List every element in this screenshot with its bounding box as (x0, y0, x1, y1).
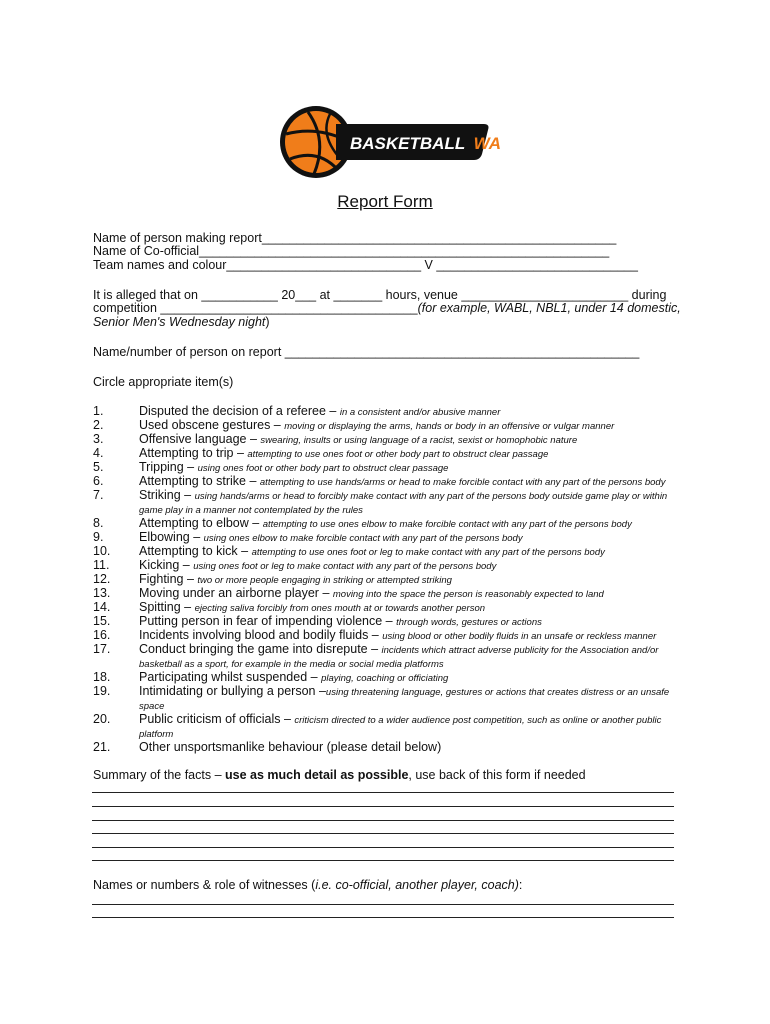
summary-line[interactable] (92, 833, 674, 834)
offence-label: Disputed the decision of a referee – (139, 404, 340, 418)
summary-line[interactable] (92, 860, 674, 861)
offence-text (139, 447, 683, 461)
offence-text (139, 573, 683, 587)
offence-number-text: 9. (93, 530, 104, 544)
alleged-line-2 (93, 301, 681, 315)
summary-label (93, 768, 586, 782)
summary-line[interactable] (92, 847, 674, 848)
offence-description: using threatening language, gestures or actions that creates distress or an unsafe space (139, 687, 670, 712)
offence-number (93, 601, 139, 615)
offence-item[interactable] (93, 629, 683, 643)
offence-number-text: 5. (93, 460, 104, 474)
offence-number-text: 1. (93, 404, 104, 418)
offence-label: Spitting – (139, 600, 195, 614)
offence-item[interactable] (93, 573, 683, 587)
offence-description: playing, coaching or officiating (321, 673, 449, 684)
offence-item[interactable] (93, 685, 683, 713)
offence-text (139, 629, 683, 643)
offence-item[interactable] (93, 405, 683, 419)
offence-description: through words, gestures or actions (396, 617, 542, 628)
offence-description: incidents which attract adverse publicity for the Association and/or basketball as a sport, for example in the media or social media platforms (139, 645, 659, 670)
offence-list (93, 405, 683, 755)
witnesses-line[interactable] (92, 904, 674, 905)
summary-line[interactable] (92, 820, 674, 821)
offence-number-text: 6. (93, 474, 104, 488)
offence-label: Public criticism of officials – (139, 712, 295, 726)
offence-label: Attempting to elbow – (139, 516, 263, 530)
offence-description: attempting to use ones elbow to make forcible contact with any part of the persons body (262, 519, 632, 530)
offence-number (93, 671, 139, 685)
offence-description: using ones elbow to make forcible contact with any part of the persons body (203, 533, 523, 544)
svg-text:BASKETBALL WA (350, 134, 501, 153)
offence-text (139, 405, 683, 419)
offence-text (139, 685, 683, 713)
offence-label: Conduct bringing the game into disrepute – (139, 642, 382, 656)
offence-number (93, 447, 139, 461)
witnesses-italic: i.e. co-official, another player, coach) (315, 878, 519, 892)
offence-item[interactable] (93, 741, 683, 755)
offence-item[interactable] (93, 475, 683, 489)
offence-number (93, 433, 139, 447)
offence-number-text: 8. (93, 516, 104, 530)
summary-prefix: Summary of the facts – (93, 768, 225, 782)
offence-number-text: 17. (93, 642, 111, 656)
offence-description: attempting to use ones foot or leg to make contact with any part of the persons body (251, 547, 605, 558)
offence-text (139, 741, 683, 755)
offence-label: Other unsportsmanlike behaviour (please detail below) (139, 740, 442, 754)
paren-close: ) (265, 315, 270, 329)
competition-example-cont: Senior Men's Wednesday night (93, 315, 266, 329)
offence-number (93, 643, 139, 671)
offence-label: Participating whilst suspended – (139, 670, 322, 684)
offence-number-text: 20. (93, 712, 111, 726)
offence-text (139, 517, 683, 531)
offence-description: using ones foot or leg to make contact with any part of the persons body (193, 561, 497, 572)
offence-number-text: 14. (93, 600, 111, 614)
offence-label: Elbowing – (139, 530, 204, 544)
offence-description: attempting to use hands/arms or head to make forcible contact with any part of the persons body (259, 477, 666, 488)
offence-label: Striking – (139, 488, 195, 502)
offence-text (139, 559, 683, 573)
field-name-co-official[interactable]: Name of Co-official___________________________________________________________ (93, 244, 610, 258)
offence-number-text: 11. (93, 558, 110, 572)
offence-text (139, 587, 683, 601)
offence-number (93, 489, 139, 517)
offence-number-text: 10. (93, 544, 111, 558)
offence-text (139, 461, 683, 475)
offence-label: Incidents involving blood and bodily fluids – (139, 628, 383, 642)
offence-text (139, 615, 683, 629)
offence-item[interactable] (93, 643, 683, 671)
competition-example: (for example, WABL, NBL1, under 14 domestic, (417, 301, 681, 315)
offence-item[interactable] (93, 601, 683, 615)
offence-number (93, 405, 139, 419)
offence-number (93, 545, 139, 559)
offence-text (139, 671, 683, 685)
offence-number (93, 685, 139, 713)
witnesses-line[interactable] (92, 917, 674, 918)
offence-number (93, 517, 139, 531)
offence-item[interactable] (93, 447, 683, 461)
page-title: Report Form (337, 192, 433, 211)
offence-label: Kicking – (139, 558, 194, 572)
offence-label: Attempting to kick – (139, 544, 252, 558)
offence-text (139, 433, 683, 447)
offence-number (93, 475, 139, 489)
offence-number (93, 615, 139, 629)
offence-number-text: 12. (93, 572, 111, 586)
offence-number (93, 587, 139, 601)
offence-label: Tripping – (139, 460, 198, 474)
offence-number-text: 4. (93, 446, 104, 460)
offence-description: using ones foot or other body part to obstruct clear passage (197, 463, 449, 474)
offence-label: Moving under an airborne player – (139, 586, 333, 600)
offence-item[interactable] (93, 461, 683, 475)
witnesses-prefix: Names or numbers & role of witnesses ( (93, 878, 316, 892)
offence-description: criticism directed to a wider audience post competition, such as online or another public platform (139, 715, 662, 740)
logo-text-accent: WA (473, 134, 502, 153)
summary-line[interactable] (92, 806, 674, 807)
offence-number-text: 7. (93, 488, 104, 502)
offence-text (139, 489, 683, 517)
offence-number-text: 13. (93, 586, 111, 600)
circle-label: Circle appropriate item(s) (93, 375, 234, 389)
offence-description: in a consistent and/or abusive manner (339, 407, 501, 418)
offence-item[interactable] (93, 559, 683, 573)
offence-number (93, 573, 139, 587)
offence-label: Intimidating or bullying a person – (139, 684, 326, 698)
field-team-names[interactable]: Team names and colour____________________________ V _____________________________ (93, 258, 638, 272)
offence-number (93, 461, 139, 475)
offence-number (93, 741, 139, 755)
offence-description: ejecting saliva forcibly from ones mouth at or towards another person (194, 603, 486, 614)
basketball-wa-logo (278, 104, 502, 180)
offence-text (139, 531, 683, 545)
offence-number (93, 713, 139, 741)
offence-number-text: 2. (93, 418, 104, 432)
offence-item[interactable] (93, 545, 683, 559)
offence-number-text: 19. (93, 684, 111, 698)
offence-number-text: 21. (93, 740, 111, 754)
competition-field[interactable]: competition _____________________________________ (93, 301, 418, 315)
offence-item[interactable] (93, 671, 683, 685)
offence-item[interactable] (93, 615, 683, 629)
offence-item[interactable] (93, 713, 683, 741)
offence-description: moving into the space the person is reasonably expected to land (332, 589, 604, 600)
offence-number (93, 419, 139, 433)
offence-item[interactable] (93, 489, 683, 517)
summary-line[interactable] (92, 792, 674, 793)
offence-item[interactable] (93, 433, 683, 447)
offence-label: Offensive language – (139, 432, 261, 446)
offence-text (139, 475, 683, 489)
offence-description: attempting to use ones foot or other body part to obstruct clear passage (247, 449, 549, 460)
offence-text (139, 713, 683, 741)
witnesses-label (93, 878, 522, 892)
offence-description: two or more people engaging in striking or attempted striking (197, 575, 452, 586)
offence-label: Attempting to trip – (139, 446, 248, 460)
field-name-number-reported[interactable]: Name/number of person on report ___________________________________________________ (93, 345, 640, 359)
offence-item[interactable] (93, 531, 683, 545)
offence-text (139, 545, 683, 559)
offence-number (93, 559, 139, 573)
offence-text (139, 643, 683, 671)
offence-text (139, 419, 683, 433)
offence-number (93, 531, 139, 545)
offence-description: using blood or other bodily fluids in an unsafe or reckless manner (382, 631, 657, 642)
offence-number (93, 629, 139, 643)
summary-bold: use as much detail as possible (225, 768, 409, 782)
offence-label: Putting person in fear of impending violence – (139, 614, 397, 628)
field-name-making-report[interactable]: Name of person making report___________________________________________________ (93, 231, 617, 245)
offence-number-text: 3. (93, 432, 104, 446)
offence-item[interactable] (93, 517, 683, 531)
offence-label: Fighting – (139, 572, 198, 586)
witnesses-suffix: : (518, 878, 523, 892)
offence-label: Used obscene gestures – (139, 418, 285, 432)
offence-number-text: 16. (93, 628, 111, 642)
offence-number-text: 18. (93, 670, 111, 684)
offence-item[interactable] (93, 419, 683, 433)
logo-text-main: BASKETBALL (350, 134, 465, 153)
offence-number-text: 15. (93, 614, 111, 628)
offence-description: swearing, insults or using language of a racist, sexist or homophobic nature (260, 435, 578, 446)
summary-suffix: , use back of this form if needed (408, 768, 586, 782)
offence-item[interactable] (93, 587, 683, 601)
alleged-line-1[interactable]: It is alleged that on ___________ 20___ at _______ hours, venue ________________________ during (93, 288, 667, 302)
alleged-line-3 (93, 315, 270, 329)
offence-description: using hands/arms or head to forcibly make contact with any part of the persons body outside game play or within game play in a manner not contemplated by the rules (139, 491, 668, 516)
offence-description: moving or displaying the arms, hands or body in an offensive or vulgar manner (284, 421, 615, 432)
offence-label: Attempting to strike – (139, 474, 260, 488)
offence-text (139, 601, 683, 615)
